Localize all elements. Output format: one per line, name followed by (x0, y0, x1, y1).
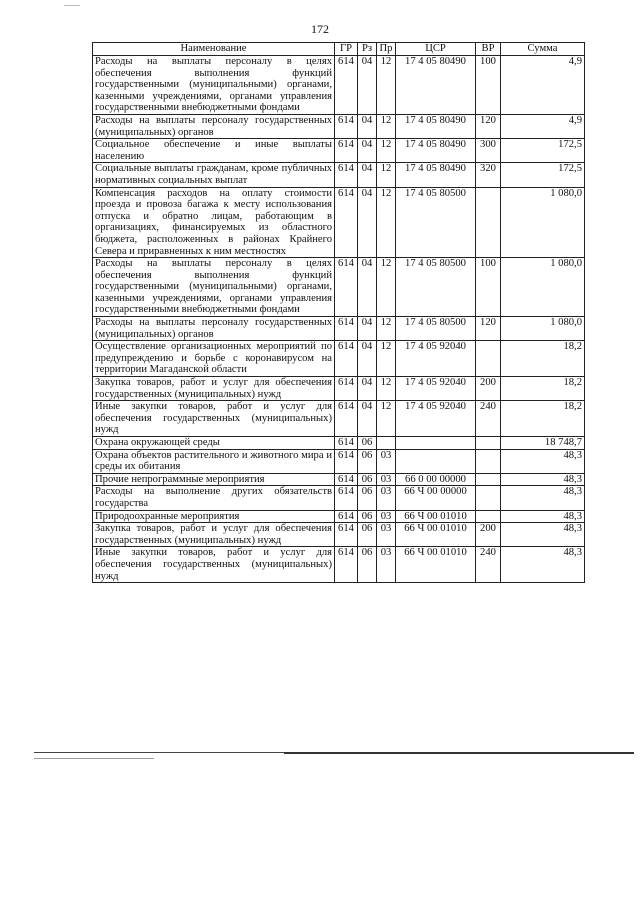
cell-csr: 17 4 05 80490 (396, 114, 476, 138)
cell-rz: 06 (358, 510, 377, 523)
cell-gr: 614 (335, 139, 358, 163)
cell-gr: 614 (335, 449, 358, 473)
table-row (93, 317, 585, 341)
cell-sum: 18,2 (501, 401, 585, 437)
cell-rz: 04 (358, 139, 377, 163)
table-row (93, 437, 585, 450)
cell-vr (476, 437, 501, 450)
cell-vr: 120 (476, 317, 501, 341)
cell-sum: 4,9 (501, 56, 585, 115)
header-pr: Пр (377, 43, 396, 56)
header-rz: Рз (358, 43, 377, 56)
cell-sum: 4,9 (501, 114, 585, 138)
cell-pr: 12 (377, 317, 396, 341)
table-body (93, 56, 585, 583)
cell-rz: 04 (358, 377, 377, 401)
cell-sum: 48,3 (501, 547, 585, 583)
cell-sum: 1 080,0 (501, 317, 585, 341)
table-row (93, 163, 585, 187)
cell-rz: 06 (358, 437, 377, 450)
cell-gr: 614 (335, 258, 358, 317)
cell-gr: 614 (335, 486, 358, 510)
cell-rz: 04 (358, 401, 377, 437)
cell-pr: 12 (377, 377, 396, 401)
cell-rz: 04 (358, 114, 377, 138)
cell-name: Прочие непрограммные мероприятия (93, 473, 335, 486)
cell-csr: 17 4 05 92040 (396, 401, 476, 437)
cell-pr: 03 (377, 486, 396, 510)
cell-name: Социальное обеспечение и иные выплаты населению (93, 139, 335, 163)
cell-pr: 03 (377, 547, 396, 583)
cell-pr: 03 (377, 449, 396, 473)
cell-vr: 120 (476, 114, 501, 138)
cell-vr (476, 187, 501, 258)
cell-csr: 17 4 05 80500 (396, 187, 476, 258)
table-row (93, 139, 585, 163)
scan-mark (64, 5, 80, 6)
cell-rz: 04 (358, 187, 377, 258)
cell-pr: 03 (377, 510, 396, 523)
cell-gr: 614 (335, 437, 358, 450)
cell-csr: 17 4 05 80490 (396, 56, 476, 115)
footer-rule-bold (284, 752, 634, 754)
cell-csr: 17 4 05 80500 (396, 258, 476, 317)
table-row (93, 341, 585, 377)
cell-csr: 66 Ч 00 00000 (396, 486, 476, 510)
cell-gr: 614 (335, 114, 358, 138)
cell-name: Социальные выплаты гражданам, кроме публичных нормативных социальных выплат (93, 163, 335, 187)
cell-sum: 1 080,0 (501, 258, 585, 317)
cell-gr: 614 (335, 56, 358, 115)
cell-vr (476, 473, 501, 486)
cell-vr: 100 (476, 258, 501, 317)
cell-name: Расходы на выплаты персоналу государственных (муниципальных) органов (93, 317, 335, 341)
cell-rz: 04 (358, 163, 377, 187)
table-row (93, 486, 585, 510)
cell-rz: 06 (358, 473, 377, 486)
cell-pr: 12 (377, 56, 396, 115)
cell-csr: 17 4 05 80490 (396, 139, 476, 163)
table-row (93, 401, 585, 437)
cell-name: Расходы на выполнение других обязательств государства (93, 486, 335, 510)
cell-name: Охрана объектов растительного и животного мира и среды их обитания (93, 449, 335, 473)
cell-name: Природоохранные мероприятия (93, 510, 335, 523)
cell-gr: 614 (335, 523, 358, 547)
cell-pr (377, 437, 396, 450)
cell-sum: 1 080,0 (501, 187, 585, 258)
cell-sum: 48,3 (501, 523, 585, 547)
cell-rz: 04 (358, 56, 377, 115)
cell-name: Расходы на выплаты персоналу в целях обеспечения выполнения функций государственными (муниципальными) органами, казенными учреждениями, органами управления государственными внебюджетными фондами (93, 56, 335, 115)
cell-name: Расходы на выплаты персоналу государственных (муниципальных) органов (93, 114, 335, 138)
cell-gr: 614 (335, 473, 358, 486)
cell-csr: 17 4 05 80500 (396, 317, 476, 341)
table-row (93, 523, 585, 547)
cell-rz: 04 (358, 341, 377, 377)
footer-rule (34, 752, 284, 753)
cell-gr: 614 (335, 510, 358, 523)
cell-csr: 17 4 05 92040 (396, 341, 476, 377)
table-row (93, 510, 585, 523)
cell-csr: 17 4 05 92040 (396, 377, 476, 401)
table-row (93, 377, 585, 401)
cell-pr: 12 (377, 114, 396, 138)
cell-gr: 614 (335, 547, 358, 583)
cell-csr (396, 449, 476, 473)
cell-name: Иные закупки товаров, работ и услуг для обеспечения государственных (муниципальных) нужд (93, 547, 335, 583)
cell-csr: 17 4 05 80490 (396, 163, 476, 187)
cell-pr: 03 (377, 523, 396, 547)
cell-sum: 48,3 (501, 486, 585, 510)
cell-name: Расходы на выплаты персоналу в целях обеспечения выполнения функций государственными (муниципальными) органами, казенными учреждениями, органами управления государственными внебюджетными фондами (93, 258, 335, 317)
cell-gr: 614 (335, 377, 358, 401)
table-row (93, 473, 585, 486)
header-gr: ГР (335, 43, 358, 56)
header-vr: ВР (476, 43, 501, 56)
cell-sum: 48,3 (501, 510, 585, 523)
budget-table (92, 42, 585, 583)
header-sum: Сумма (501, 43, 585, 56)
table-row (93, 449, 585, 473)
cell-rz: 06 (358, 486, 377, 510)
cell-sum: 172,5 (501, 139, 585, 163)
table-row (93, 187, 585, 258)
cell-pr: 12 (377, 187, 396, 258)
cell-name: Закупка товаров, работ и услуг для обеспечения государственных (муниципальных) нужд (93, 523, 335, 547)
cell-gr: 614 (335, 401, 358, 437)
header-row (93, 43, 585, 56)
cell-rz: 06 (358, 449, 377, 473)
cell-sum: 48,3 (501, 473, 585, 486)
table-header (93, 43, 585, 56)
cell-sum: 48,3 (501, 449, 585, 473)
cell-name: Охрана окружающей среды (93, 437, 335, 450)
cell-rz: 04 (358, 258, 377, 317)
cell-pr: 12 (377, 341, 396, 377)
cell-pr: 12 (377, 258, 396, 317)
cell-vr: 100 (476, 56, 501, 115)
table-row (93, 114, 585, 138)
footer-rule-faint (34, 758, 154, 759)
cell-name: Компенсация расходов на оплату стоимости проезда и провоза багажа к месту использования отпуска и обратно лицам, работающим в организациях, финансируемых из областного бюджета, расположенных в районах Крайнего Севера и приравненных к ним местностях (93, 187, 335, 258)
cell-vr (476, 486, 501, 510)
table-row (93, 547, 585, 583)
table-row (93, 56, 585, 115)
cell-sum: 18,2 (501, 341, 585, 377)
cell-sum: 18 748,7 (501, 437, 585, 450)
cell-sum: 18,2 (501, 377, 585, 401)
cell-sum: 172,5 (501, 163, 585, 187)
cell-pr: 12 (377, 401, 396, 437)
cell-vr: 200 (476, 377, 501, 401)
header-csr: ЦСР (396, 43, 476, 56)
cell-vr: 240 (476, 401, 501, 437)
cell-vr: 240 (476, 547, 501, 583)
cell-gr: 614 (335, 341, 358, 377)
cell-pr: 12 (377, 163, 396, 187)
cell-name: Иные закупки товаров, работ и услуг для обеспечения государственных (муниципальных) нужд (93, 401, 335, 437)
cell-gr: 614 (335, 317, 358, 341)
cell-vr: 300 (476, 139, 501, 163)
cell-gr: 614 (335, 187, 358, 258)
table-row (93, 258, 585, 317)
cell-csr: 66 Ч 00 01010 (396, 510, 476, 523)
cell-rz: 04 (358, 317, 377, 341)
cell-csr: 66 Ч 00 01010 (396, 547, 476, 583)
cell-csr (396, 437, 476, 450)
cell-rz: 06 (358, 547, 377, 583)
cell-csr: 66 0 00 00000 (396, 473, 476, 486)
header-name: Наименование (93, 43, 335, 56)
cell-rz: 06 (358, 523, 377, 547)
cell-pr: 03 (377, 473, 396, 486)
cell-name: Закупка товаров, работ и услуг для обеспечения государственных (муниципальных) нужд (93, 377, 335, 401)
cell-vr (476, 510, 501, 523)
cell-pr: 12 (377, 139, 396, 163)
cell-vr (476, 341, 501, 377)
cell-gr: 614 (335, 163, 358, 187)
cell-name: Осуществление организационных мероприятий по предупреждению и борьбе с коронавирусом на территории Магаданской области (93, 341, 335, 377)
cell-vr: 200 (476, 523, 501, 547)
page-number: 172 (311, 22, 329, 36)
cell-vr (476, 449, 501, 473)
cell-vr: 320 (476, 163, 501, 187)
cell-csr: 66 Ч 00 01010 (396, 523, 476, 547)
